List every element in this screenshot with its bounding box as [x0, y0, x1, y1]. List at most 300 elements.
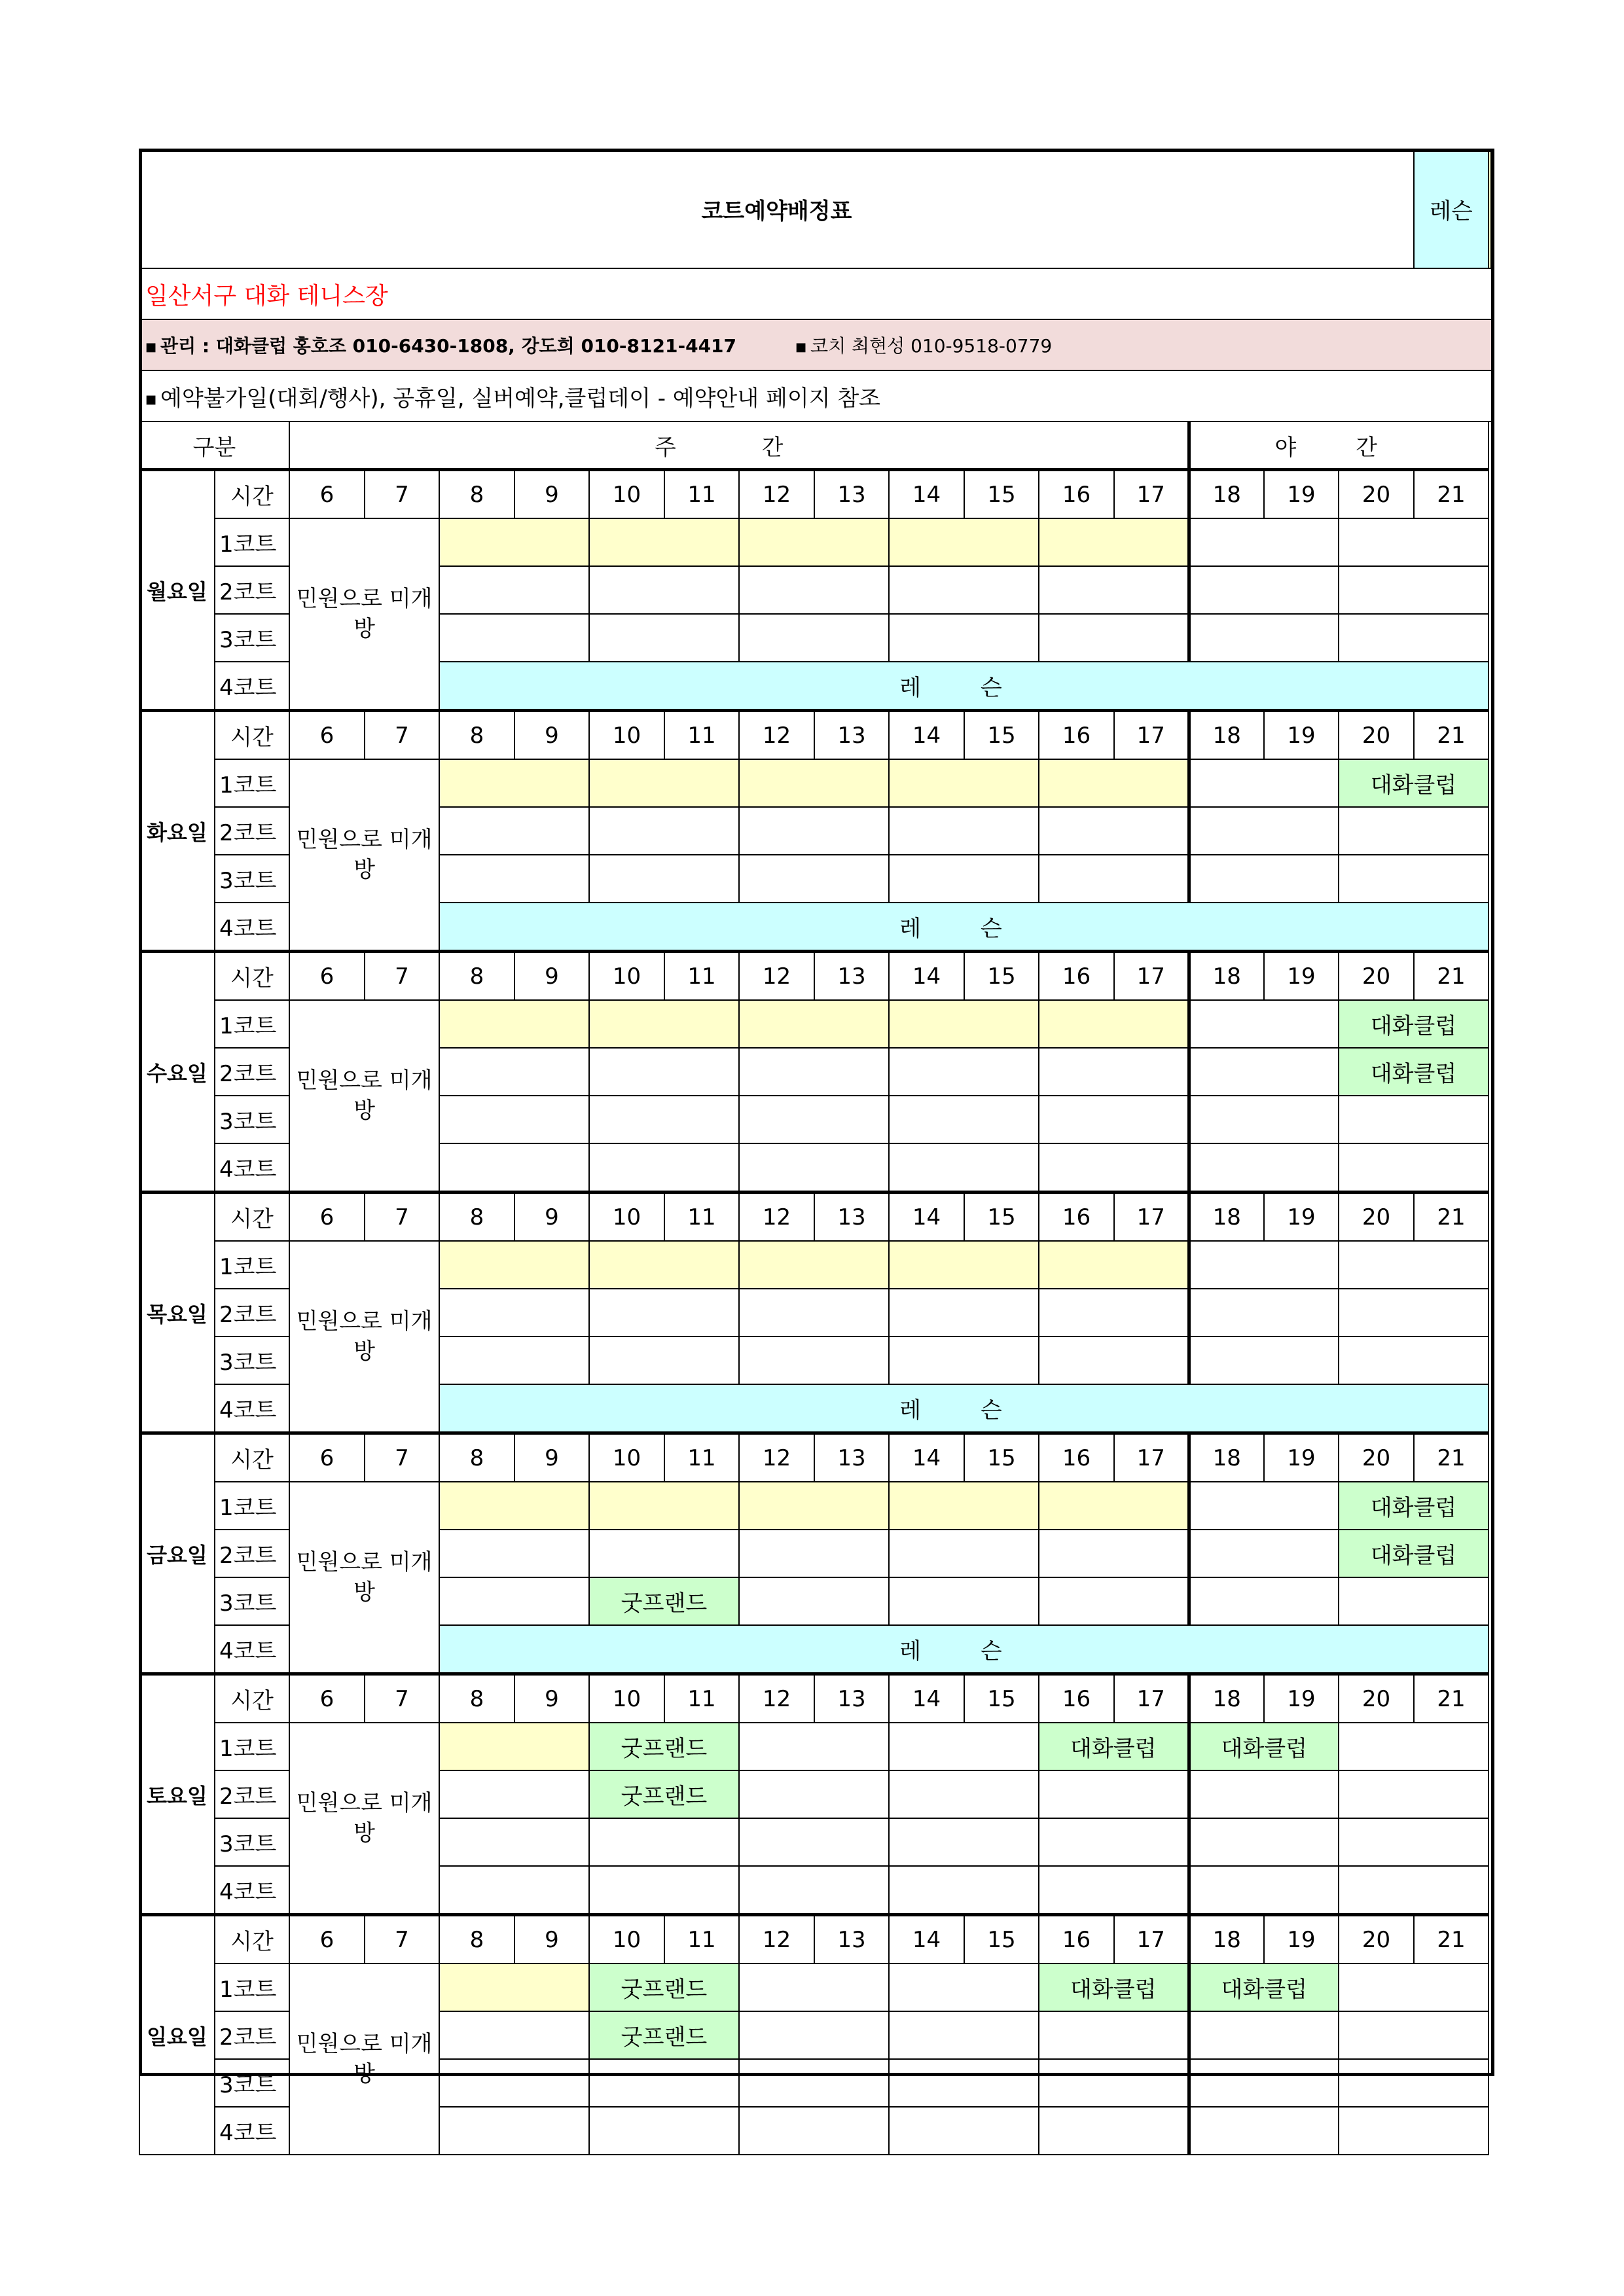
slot[interactable] — [439, 1577, 589, 1625]
slot[interactable] — [739, 1866, 889, 1915]
slot[interactable] — [1039, 807, 1189, 855]
slot[interactable] — [1039, 566, 1189, 614]
club-slot[interactable]: 굿프랜드 — [589, 2011, 739, 2059]
hour-cell: 13 — [814, 1915, 889, 1964]
court-label: 1코트 — [215, 1241, 289, 1289]
day-label: 일요일 — [139, 1915, 215, 2155]
slot[interactable] — [589, 2059, 739, 2107]
silver-slot[interactable] — [1039, 1241, 1189, 1289]
slot[interactable] — [1189, 759, 1339, 807]
page-title: 코트예약배정표 — [139, 149, 1414, 268]
bullet-icon: ■ — [145, 392, 157, 406]
hour-cell: 14 — [889, 1915, 964, 1964]
slot[interactable] — [1039, 1577, 1189, 1625]
slot[interactable] — [1339, 2059, 1489, 2107]
silver-slot[interactable] — [1039, 1000, 1189, 1048]
hour-cell: 14 — [889, 1193, 964, 1242]
slot[interactable] — [1039, 614, 1189, 662]
slot[interactable] — [1189, 1289, 1339, 1336]
slot[interactable] — [739, 1143, 889, 1193]
hour-cell: 17 — [1114, 1915, 1189, 1964]
court-label: 3코트 — [215, 1818, 289, 1866]
club-slot[interactable]: 굿프랜드 — [589, 1964, 739, 2011]
hour-cell: 16 — [1039, 952, 1114, 1001]
hour-cell: 9 — [514, 1674, 589, 1723]
court-label: 2코트 — [215, 1289, 289, 1336]
slot[interactable] — [889, 1723, 1039, 1770]
hour-cell: 9 — [514, 1433, 589, 1482]
slot[interactable] — [1189, 1048, 1339, 1096]
slot[interactable] — [1339, 1096, 1489, 1143]
hour-cell: 11 — [664, 1674, 739, 1723]
slot[interactable] — [1189, 2011, 1339, 2059]
slot[interactable] — [739, 1818, 889, 1866]
header-daytime: 주 간 — [289, 422, 1189, 470]
court-label: 3코트 — [215, 2059, 289, 2107]
slot[interactable] — [739, 1336, 889, 1384]
day-label: 금요일 — [139, 1433, 215, 1674]
hour-cell: 19 — [1264, 1915, 1339, 1964]
slot[interactable] — [1339, 855, 1489, 903]
slot[interactable] — [589, 1818, 739, 1866]
slot[interactable] — [739, 1723, 889, 1770]
hour-cell: 8 — [439, 1433, 514, 1482]
slot[interactable] — [889, 1336, 1039, 1384]
slot[interactable] — [1189, 855, 1339, 903]
court-schedule-table — [139, 149, 1494, 2155]
hour-cell: 8 — [439, 1674, 514, 1723]
slot[interactable] — [439, 1048, 589, 1096]
slot[interactable] — [439, 807, 589, 855]
hour-cell: 9 — [514, 711, 589, 760]
hour-cell: 8 — [439, 952, 514, 1001]
hour-cell: 20 — [1339, 1915, 1414, 1964]
hour-cell: 7 — [365, 470, 439, 519]
silver-slot[interactable] — [589, 759, 739, 807]
slot[interactable] — [439, 1770, 589, 1818]
closed-notice: 민원으로 미개방 — [289, 1964, 439, 2155]
hour-cell: 10 — [589, 952, 664, 1001]
hour-cell: 12 — [739, 1674, 814, 1723]
hour-cell: 6 — [289, 1915, 365, 1964]
slot[interactable] — [739, 2107, 889, 2155]
hour-cell: 15 — [964, 1915, 1039, 1964]
silver-slot[interactable] — [889, 518, 1039, 566]
slot[interactable] — [739, 807, 889, 855]
hour-cell: 14 — [889, 470, 964, 519]
hour-cell: 9 — [514, 1915, 589, 1964]
slot[interactable] — [1339, 1577, 1489, 1625]
day-label: 수요일 — [139, 952, 215, 1193]
hour-cell: 13 — [814, 711, 889, 760]
slot[interactable] — [889, 1818, 1039, 1866]
slot[interactable] — [739, 566, 889, 614]
slot[interactable] — [589, 1096, 739, 1143]
hour-cell: 9 — [514, 1193, 589, 1242]
slot[interactable] — [739, 855, 889, 903]
slot[interactable] — [1339, 518, 1489, 566]
court-label: 3코트 — [215, 855, 289, 903]
slot[interactable] — [589, 566, 739, 614]
slot[interactable] — [439, 1818, 589, 1866]
club-slot[interactable]: 대화클럽 — [1339, 1482, 1489, 1530]
slot[interactable] — [439, 1866, 589, 1915]
silver-slot[interactable] — [439, 518, 589, 566]
hour-cell: 7 — [365, 952, 439, 1001]
hour-cell: 11 — [664, 1915, 739, 1964]
club-slot[interactable]: 대화클럽 — [1339, 1048, 1489, 1096]
slot[interactable] — [1039, 1143, 1189, 1193]
slot[interactable] — [1339, 1866, 1489, 1915]
hour-cell: 10 — [589, 1674, 664, 1723]
hour-cell: 10 — [589, 1433, 664, 1482]
hour-cell: 17 — [1114, 470, 1189, 519]
court-label: 1코트 — [215, 518, 289, 566]
hour-cell: 19 — [1264, 952, 1339, 1001]
hour-cell: 6 — [289, 1193, 365, 1242]
slot[interactable] — [1189, 1482, 1339, 1530]
slot[interactable] — [439, 1143, 589, 1193]
court-label: 4코트 — [215, 662, 289, 711]
slot[interactable] — [589, 614, 739, 662]
hour-cell: 21 — [1414, 1674, 1489, 1723]
hour-cell: 7 — [365, 1915, 439, 1964]
slot[interactable] — [439, 614, 589, 662]
bullet-icon: ■ — [795, 340, 807, 354]
hour-cell: 12 — [739, 1915, 814, 1964]
court-label: 1코트 — [215, 759, 289, 807]
hour-cell: 17 — [1114, 1674, 1189, 1723]
time-label: 시간 — [215, 1674, 289, 1723]
slot[interactable] — [439, 855, 589, 903]
slot[interactable] — [1339, 1241, 1489, 1289]
silver-slot[interactable] — [1039, 759, 1189, 807]
silver-slot[interactable] — [889, 1241, 1039, 1289]
slot[interactable] — [739, 1096, 889, 1143]
manager-text: 관리 : 대화클럽 홍호조 010-6430-1808, 강도희 010-8121-4417 — [160, 335, 737, 357]
slot[interactable] — [1189, 1866, 1339, 1915]
silver-slot[interactable] — [1039, 518, 1189, 566]
slot[interactable] — [889, 807, 1039, 855]
silver-slot[interactable] — [589, 1241, 739, 1289]
hour-cell: 8 — [439, 1915, 514, 1964]
hour-cell: 21 — [1414, 1915, 1489, 1964]
hour-cell: 18 — [1189, 1674, 1264, 1723]
hour-cell: 10 — [589, 1915, 664, 1964]
slot[interactable] — [1189, 1818, 1339, 1866]
slot[interactable] — [1339, 614, 1489, 662]
hour-cell: 11 — [664, 470, 739, 519]
slot[interactable] — [1189, 2107, 1339, 2155]
club-slot[interactable]: 대화클럽 — [1189, 1964, 1339, 2011]
slot[interactable] — [1339, 1143, 1489, 1193]
silver-slot[interactable] — [439, 1964, 589, 2011]
hour-cell: 17 — [1114, 711, 1189, 760]
slot[interactable] — [1189, 1577, 1339, 1625]
hour-cell: 15 — [964, 711, 1039, 760]
slot[interactable] — [1339, 566, 1489, 614]
slot[interactable] — [1039, 1818, 1189, 1866]
silver-slot[interactable] — [889, 759, 1039, 807]
hour-cell: 15 — [964, 952, 1039, 1001]
slot[interactable] — [889, 855, 1039, 903]
hour-cell: 17 — [1114, 952, 1189, 1001]
day-label: 월요일 — [139, 470, 215, 711]
hour-cell: 13 — [814, 470, 889, 519]
silver-slot[interactable] — [739, 1000, 889, 1048]
hour-cell: 19 — [1264, 1193, 1339, 1242]
slot[interactable] — [889, 2011, 1039, 2059]
slot[interactable] — [589, 1336, 739, 1384]
hour-cell: 6 — [289, 711, 365, 760]
slot[interactable] — [1039, 1770, 1189, 1818]
lesson-band[interactable]: 레 슨 — [439, 662, 1489, 711]
slot[interactable] — [439, 2011, 589, 2059]
closed-notice: 민원으로 미개방 — [289, 759, 439, 952]
slot[interactable] — [889, 1530, 1039, 1577]
slot[interactable] — [889, 1096, 1039, 1143]
slot[interactable] — [589, 1289, 739, 1336]
slot[interactable] — [1339, 1723, 1489, 1770]
venue-name: 일산서구 대화 테니스장 — [139, 268, 1494, 319]
slot[interactable] — [1339, 2011, 1489, 2059]
slot[interactable] — [1189, 1096, 1339, 1143]
slot[interactable] — [889, 1577, 1039, 1625]
hour-cell: 7 — [365, 1433, 439, 1482]
closed-notice: 민원으로 미개방 — [289, 1482, 439, 1674]
slot[interactable] — [439, 1289, 589, 1336]
slot[interactable] — [1189, 1336, 1339, 1384]
silver-slot[interactable] — [739, 1482, 889, 1530]
silver-slot[interactable] — [589, 1000, 739, 1048]
slot[interactable] — [1189, 566, 1339, 614]
court-label: 2코트 — [215, 1048, 289, 1096]
slot[interactable] — [1039, 1530, 1189, 1577]
slot[interactable] — [889, 1143, 1039, 1193]
slot[interactable] — [739, 2011, 889, 2059]
slot[interactable] — [439, 1096, 589, 1143]
slot[interactable] — [439, 2059, 589, 2107]
silver-slot[interactable] — [889, 1482, 1039, 1530]
hour-cell: 16 — [1039, 1193, 1114, 1242]
hour-cell: 16 — [1039, 1674, 1114, 1723]
slot[interactable] — [439, 566, 589, 614]
hour-cell: 8 — [439, 470, 514, 519]
slot[interactable] — [739, 1964, 889, 2011]
slot[interactable] — [439, 1336, 589, 1384]
silver-slot[interactable] — [439, 759, 589, 807]
court-label: 3코트 — [215, 1096, 289, 1143]
slot[interactable] — [589, 2107, 739, 2155]
hour-cell: 9 — [514, 470, 589, 519]
day-label: 화요일 — [139, 711, 215, 952]
slot[interactable] — [889, 1289, 1039, 1336]
club-slot[interactable]: 대화클럽 — [1339, 1000, 1489, 1048]
hour-cell: 13 — [814, 1193, 889, 1242]
club-slot[interactable]: 굿프랜드 — [589, 1770, 739, 1818]
hour-cell: 14 — [889, 711, 964, 760]
slot[interactable] — [439, 1530, 589, 1577]
slot[interactable] — [739, 2059, 889, 2107]
slot[interactable] — [889, 1964, 1039, 2011]
slot[interactable] — [1189, 1000, 1339, 1048]
lesson-band[interactable]: 레 슨 — [439, 903, 1489, 952]
lesson-band[interactable]: 레 슨 — [439, 1384, 1489, 1433]
slot[interactable] — [1189, 1143, 1339, 1193]
silver-slot[interactable] — [739, 1241, 889, 1289]
hour-cell: 15 — [964, 1433, 1039, 1482]
hour-cell: 6 — [289, 1433, 365, 1482]
slot[interactable] — [1189, 614, 1339, 662]
slot[interactable] — [1339, 1336, 1489, 1384]
court-label: 2코트 — [215, 2011, 289, 2059]
hour-cell: 21 — [1414, 1193, 1489, 1242]
hour-cell: 7 — [365, 1193, 439, 1242]
court-label: 2코트 — [215, 807, 289, 855]
hour-cell: 18 — [1189, 1193, 1264, 1242]
silver-slot[interactable] — [1039, 1482, 1189, 1530]
time-label: 시간 — [215, 1915, 289, 1964]
hour-cell: 18 — [1189, 1433, 1264, 1482]
slot[interactable] — [1339, 1289, 1489, 1336]
slot[interactable] — [1039, 2059, 1189, 2107]
legend-club — [1491, 149, 1494, 268]
header-division: 구분 — [139, 422, 289, 470]
slot[interactable] — [739, 614, 889, 662]
court-label: 3코트 — [215, 1577, 289, 1625]
hour-cell: 16 — [1039, 1915, 1114, 1964]
slot[interactable] — [589, 1866, 739, 1915]
hour-cell: 18 — [1189, 952, 1264, 1001]
closed-notice: 민원으로 미개방 — [289, 1723, 439, 1915]
slot[interactable] — [739, 1577, 889, 1625]
silver-slot[interactable] — [439, 1241, 589, 1289]
slot[interactable] — [1189, 807, 1339, 855]
club-slot[interactable]: 대화클럽 — [1339, 1530, 1489, 1577]
slot[interactable] — [1039, 855, 1189, 903]
slot[interactable] — [589, 1048, 739, 1096]
slot[interactable] — [739, 1289, 889, 1336]
court-label: 3코트 — [215, 1336, 289, 1384]
slot[interactable] — [1339, 1964, 1489, 2011]
hour-cell: 13 — [814, 952, 889, 1001]
bullet-icon: ■ — [145, 340, 157, 354]
slot[interactable] — [739, 1770, 889, 1818]
hour-cell: 18 — [1189, 711, 1264, 760]
slot[interactable] — [889, 1866, 1039, 1915]
notice-text: 예약불가일(대회/행사), 공휴일, 실버예약,클럽데이 - 예약안내 페이지 참조 — [160, 385, 881, 412]
slot[interactable] — [439, 2107, 589, 2155]
hour-cell: 11 — [664, 1433, 739, 1482]
slot[interactable] — [889, 1770, 1039, 1818]
slot[interactable] — [589, 807, 739, 855]
court-label: 1코트 — [215, 1964, 289, 2011]
slot[interactable] — [1189, 1241, 1339, 1289]
slot[interactable] — [1039, 2107, 1189, 2155]
club-slot[interactable]: 대화클럽 — [1189, 1723, 1339, 1770]
silver-slot[interactable] — [439, 1482, 589, 1530]
slot[interactable] — [1339, 1818, 1489, 1866]
time-label: 시간 — [215, 1433, 289, 1482]
silver-slot[interactable] — [589, 518, 739, 566]
court-label: 1코트 — [215, 1482, 289, 1530]
slot[interactable] — [1189, 2059, 1339, 2107]
hour-cell: 19 — [1264, 1433, 1339, 1482]
hour-cell: 15 — [964, 470, 1039, 519]
slot[interactable] — [1039, 1048, 1189, 1096]
silver-slot[interactable] — [739, 759, 889, 807]
club-slot[interactable]: 굿프랜드 — [589, 1723, 739, 1770]
club-slot[interactable]: 대화클럽 — [1339, 759, 1489, 807]
hour-cell: 12 — [739, 470, 814, 519]
slot[interactable] — [889, 2059, 1039, 2107]
slot[interactable] — [589, 855, 739, 903]
slot[interactable] — [739, 1048, 889, 1096]
silver-slot[interactable] — [739, 518, 889, 566]
slot[interactable] — [889, 614, 1039, 662]
slot[interactable] — [889, 2107, 1039, 2155]
slot[interactable] — [589, 1530, 739, 1577]
slot[interactable] — [1339, 2107, 1489, 2155]
hour-cell: 20 — [1339, 1674, 1414, 1723]
slot[interactable] — [1339, 807, 1489, 855]
hour-cell: 12 — [739, 1433, 814, 1482]
slot[interactable] — [1039, 1289, 1189, 1336]
slot[interactable] — [589, 1143, 739, 1193]
club-slot[interactable]: 굿프랜드 — [589, 1577, 739, 1625]
slot[interactable] — [1039, 1336, 1189, 1384]
hour-cell: 7 — [365, 1674, 439, 1723]
hour-cell: 6 — [289, 952, 365, 1001]
club-slot[interactable]: 대화클럽 — [1039, 1723, 1189, 1770]
slot[interactable] — [1189, 518, 1339, 566]
slot[interactable] — [889, 1048, 1039, 1096]
court-label: 4코트 — [215, 1384, 289, 1433]
slot[interactable] — [1189, 1770, 1339, 1818]
silver-slot[interactable] — [439, 1000, 589, 1048]
hour-cell: 19 — [1264, 1674, 1339, 1723]
slot[interactable] — [1039, 1866, 1189, 1915]
hour-cell: 15 — [964, 1193, 1039, 1242]
court-label: 4코트 — [215, 1143, 289, 1193]
closed-notice: 민원으로 미개방 — [289, 1241, 439, 1433]
hour-cell: 20 — [1339, 711, 1414, 760]
hour-cell: 8 — [439, 1193, 514, 1242]
slot[interactable] — [1039, 2011, 1189, 2059]
slot[interactable] — [1339, 1770, 1489, 1818]
slot[interactable] — [739, 1530, 889, 1577]
schedule-sheet — [139, 149, 1494, 2146]
hour-cell: 15 — [964, 1674, 1039, 1723]
hour-cell: 8 — [439, 711, 514, 760]
lesson-band[interactable]: 레 슨 — [439, 1625, 1489, 1674]
silver-slot[interactable] — [889, 1000, 1039, 1048]
hour-cell: 13 — [814, 1674, 889, 1723]
hour-cell: 9 — [514, 952, 589, 1001]
club-slot[interactable]: 대화클럽 — [1039, 1964, 1189, 2011]
slot[interactable] — [1189, 1530, 1339, 1577]
silver-slot[interactable] — [439, 1723, 589, 1770]
hour-cell: 6 — [289, 1674, 365, 1723]
hour-cell: 14 — [889, 1674, 964, 1723]
slot[interactable] — [889, 566, 1039, 614]
hour-cell: 21 — [1414, 470, 1489, 519]
court-label: 2코트 — [215, 1530, 289, 1577]
day-label: 토요일 — [139, 1674, 215, 1915]
time-label: 시간 — [215, 952, 289, 1001]
silver-slot[interactable] — [589, 1482, 739, 1530]
slot[interactable] — [1039, 1096, 1189, 1143]
